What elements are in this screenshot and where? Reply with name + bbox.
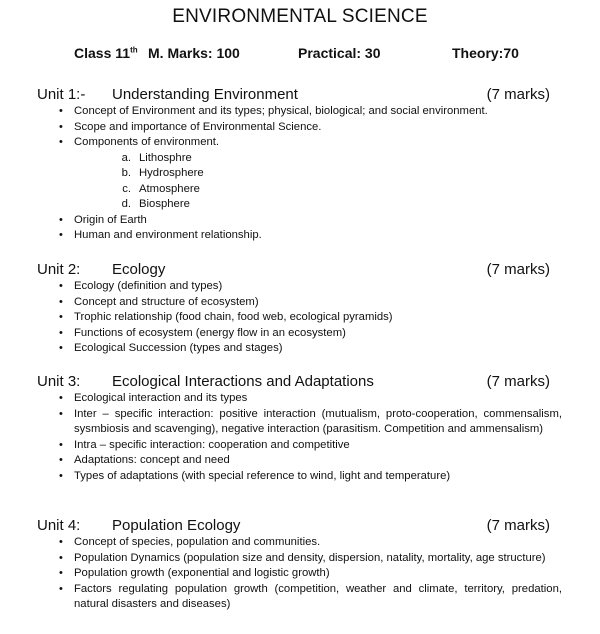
page-title: ENVIRONMENTAL SCIENCE	[172, 6, 428, 27]
unit-topic-list	[37, 279, 562, 357]
unit-topic-list	[37, 391, 562, 484]
sublist-text: Atmosphere	[139, 182, 200, 195]
bullet-icon: •	[59, 136, 63, 148]
list-item-text: Human and environment relationship.	[74, 229, 262, 241]
sublist-item	[74, 182, 562, 198]
list-item-text: Factors regulating population growth (competition, weather and climate, territory, predation, natural disasters and diseases)	[74, 582, 562, 610]
unit-topic-list	[37, 535, 562, 613]
list-item-text: Concept of Environment and its types; physical, biological; and social environment.	[74, 105, 488, 117]
list-item-text: Population growth (exponential and logistic growth)	[74, 567, 330, 579]
bullet-icon: •	[59, 392, 63, 404]
unit-header	[37, 517, 562, 535]
list-item	[37, 310, 562, 326]
class-label	[74, 45, 138, 61]
bullet-icon: •	[59, 454, 63, 466]
list-item	[37, 295, 562, 311]
list-item	[37, 279, 562, 295]
sublist-item	[74, 151, 562, 167]
list-item-text: Ecology (definition and types)	[74, 280, 223, 292]
list-item	[37, 391, 562, 407]
sublist-text: Hydrosphere	[139, 167, 204, 179]
bullet-icon: •	[59, 295, 63, 308]
unit-2	[37, 261, 562, 357]
unit-header	[37, 261, 562, 279]
list-item	[37, 104, 562, 120]
list-item	[37, 228, 562, 244]
unit-title: Understanding Environment	[112, 86, 298, 103]
unit-label: Unit 3:	[37, 373, 81, 390]
list-item	[37, 469, 562, 485]
max-marks: M. Marks: 100	[148, 45, 240, 61]
list-item	[37, 341, 562, 357]
unit-topic-list	[37, 104, 562, 244]
unit-3	[37, 373, 562, 484]
list-item-text: Inter – specific interaction: positive interaction (mutualism, proto-cooperation, commensalism, sysmbiosis and scavenging), negative interaction (parasitism. Competition and ammensalism)	[74, 407, 562, 435]
list-item	[37, 453, 562, 469]
unit-marks: (7 marks)	[486, 261, 550, 278]
unit-title: Ecological Interactions and Adaptations	[112, 373, 374, 390]
bullet-icon: •	[59, 280, 63, 292]
unit-marks: (7 marks)	[486, 373, 550, 390]
sublist-letter: c.	[122, 182, 131, 195]
sublist-letter: d.	[121, 198, 131, 210]
list-item-text: Types of adaptations (with special reference to wind, light and temperature)	[74, 469, 451, 482]
sublist-text: Biosphere	[139, 198, 190, 210]
list-item-text: Functions of ecosystem (energy flow in an ecosystem)	[74, 326, 346, 339]
bullet-icon: •	[59, 469, 63, 482]
unit-1	[37, 86, 562, 244]
bullet-icon: •	[59, 551, 63, 564]
unit-4	[37, 517, 562, 613]
sublist-item	[74, 197, 562, 213]
list-item	[37, 438, 562, 454]
list-item-text: Origin of Earth	[74, 213, 147, 226]
bullet-icon: •	[59, 326, 63, 339]
bullet-icon: •	[59, 213, 63, 226]
bullet-icon: •	[59, 407, 63, 420]
unit-marks: (7 marks)	[486, 517, 550, 534]
unit-label: Unit 2:	[37, 261, 81, 278]
list-item-text: Intra – specific interaction: cooperation and competitive	[74, 438, 350, 451]
list-item-text: Population Dynamics (population size and density, dispersion, natality, mortality, age structure)	[74, 551, 546, 564]
bullet-icon: •	[59, 567, 63, 579]
list-item	[37, 551, 562, 567]
bullet-icon: •	[59, 105, 63, 117]
bullet-icon: •	[59, 438, 63, 451]
bullet-icon: •	[59, 536, 63, 548]
unit-header	[37, 373, 562, 391]
unit-title: Ecology	[112, 261, 166, 278]
list-item	[37, 326, 562, 342]
class-superscript: th	[130, 45, 138, 55]
bullet-icon: •	[59, 582, 63, 595]
bullet-icon: •	[59, 311, 63, 323]
theory-marks: Theory:70	[452, 45, 519, 61]
components-sublist	[74, 151, 562, 213]
sublist-letter: a.	[121, 151, 131, 164]
list-item	[37, 213, 562, 229]
list-item	[37, 566, 562, 582]
unit-label: Unit 4:	[37, 517, 81, 534]
list-item-text: Concept of species, population and communities.	[74, 536, 321, 548]
practical-marks: Practical: 30	[298, 45, 381, 61]
list-item	[37, 582, 562, 613]
bullet-icon: •	[59, 229, 63, 241]
list-item	[37, 135, 562, 213]
unit-marks: (7 marks)	[486, 86, 550, 103]
list-item-text: Concept and structure of ecosystem)	[74, 295, 259, 308]
class-number: Class 11	[74, 45, 131, 61]
bullet-icon: •	[59, 342, 63, 354]
list-item	[37, 535, 562, 551]
unit-title: Population Ecology	[112, 517, 241, 534]
bullet-icon: •	[59, 120, 63, 133]
list-item	[37, 407, 562, 438]
unit-label: Unit 1:-	[37, 86, 86, 103]
list-item-text: Adaptations: concept and need	[74, 454, 230, 466]
list-item-text: Trophic relationship (food chain, food web, ecological pyramids)	[74, 311, 393, 323]
list-item-text: Scope and importance of Environmental Science.	[74, 120, 322, 133]
list-item-text: Components of environment.	[74, 136, 220, 148]
list-item-text: Ecological Succession (types and stages)	[74, 342, 283, 354]
sublist-text: Lithosphre	[139, 151, 192, 164]
sublist-letter: b.	[121, 167, 131, 179]
list-item	[37, 120, 562, 136]
sublist-item	[74, 166, 562, 182]
list-item-text: Ecological interaction and its types	[74, 392, 248, 404]
unit-header	[37, 86, 562, 104]
